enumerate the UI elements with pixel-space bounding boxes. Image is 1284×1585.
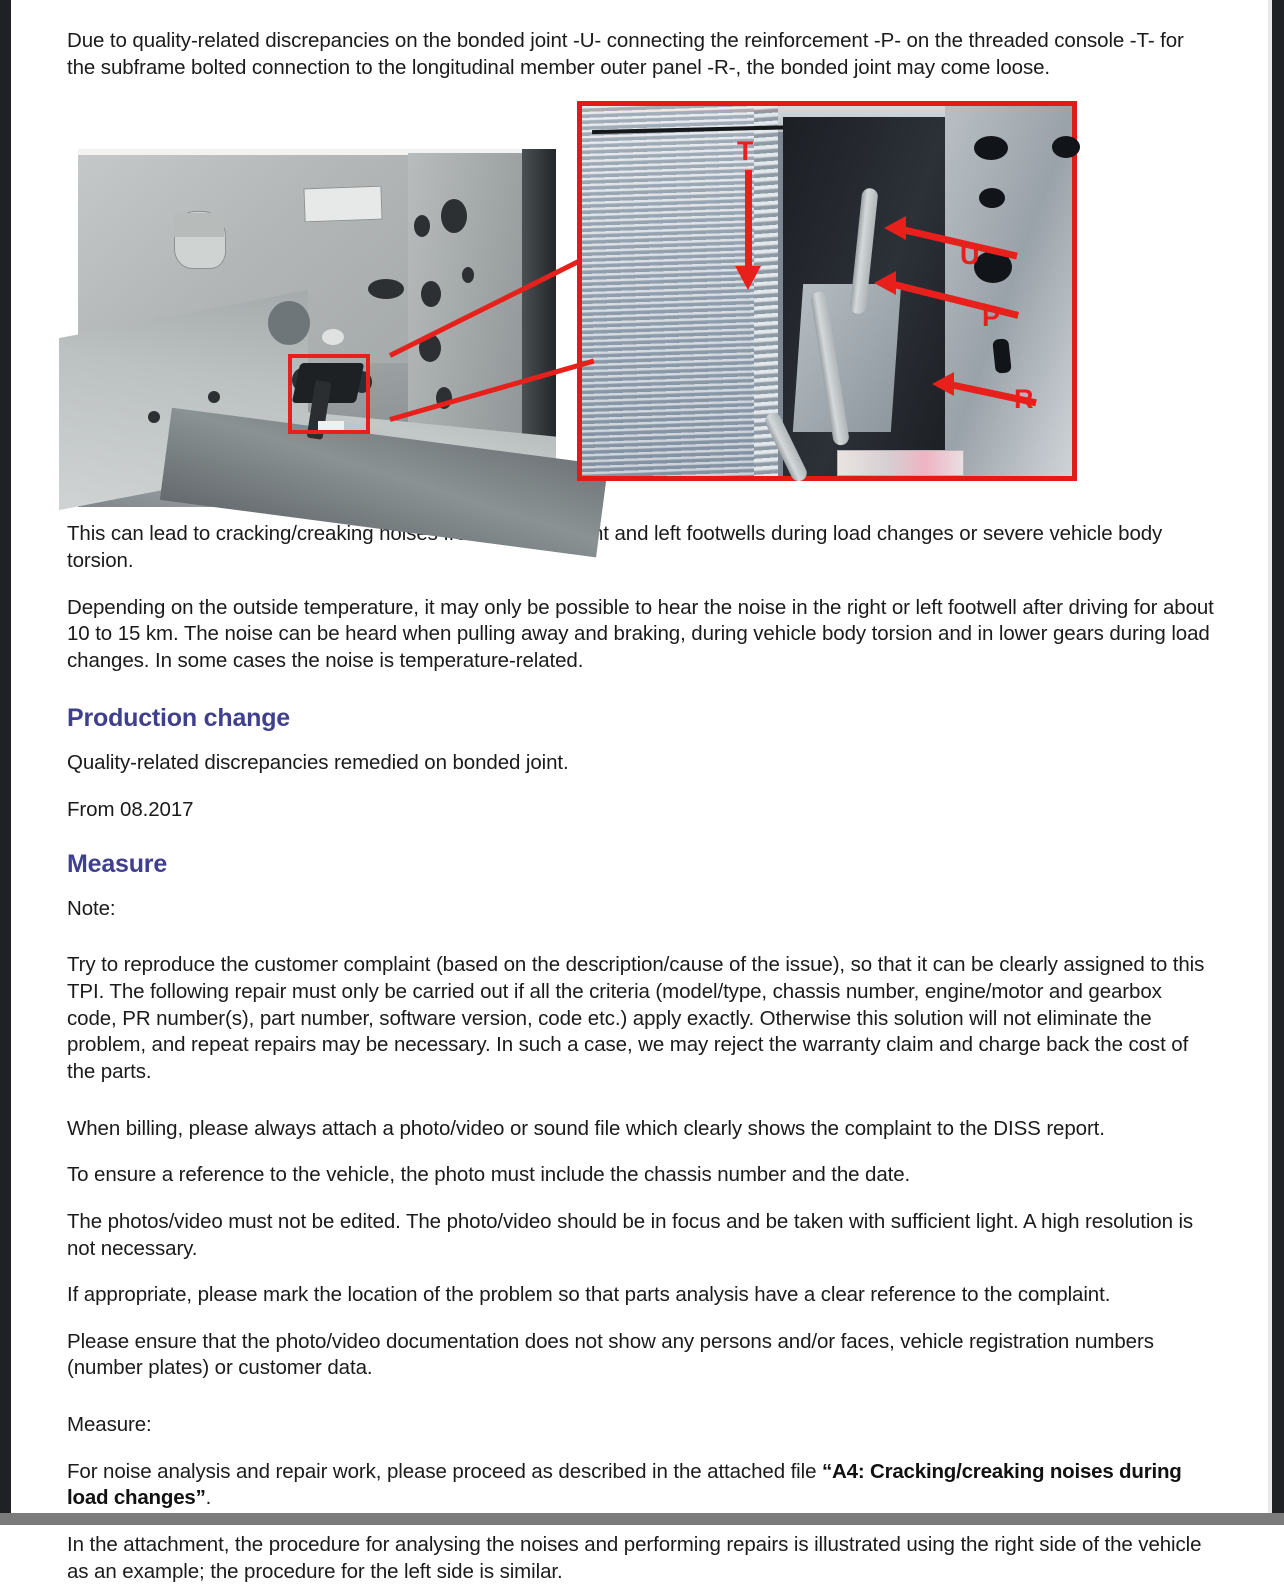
- detail-hole-1: [974, 136, 1008, 160]
- document-content: [11, 0, 1272, 1585]
- detail-threaded-console-bracket: [792, 284, 900, 432]
- measure-reference: To ensure a reference to the vehicle, the photo must include the chassis number and the date.: [67, 1163, 911, 1187]
- attachment-title: “A4: Cracking/creaking noises during load changes”: [67, 1459, 1182, 1510]
- detail-colour-chips: [837, 450, 964, 476]
- left-edge-band: [0, 0, 11, 1525]
- annotation-arrow-head-p: [874, 271, 896, 295]
- overview-highlight-box: [288, 354, 370, 434]
- measure-heading: Measure: [67, 849, 168, 878]
- detail-photo-inner: [582, 106, 1072, 476]
- annotation-arrow-shaft-t: [745, 170, 752, 270]
- overview-aperture-1: [303, 186, 382, 223]
- detail-hole-2: [1052, 136, 1080, 158]
- measure-photo-quality: The photos/video must not be edited. The photo/video should be in focus and be taken with sufficient light. A high resolution is not necessary.: [67, 1209, 1194, 1260]
- production-change-line2: From 08.2017: [67, 798, 194, 822]
- measure-note-label: Note:: [67, 896, 116, 920]
- measure-billing: When billing, please always attach a photo/video or sound file which clearly shows the complaint to the DISS report.: [67, 1116, 1105, 1140]
- attachment-suffix: .: [205, 1486, 212, 1510]
- detail-paragraph: Depending on the outside temperature, it may only be possible to hear the noise in the right or left footwell after driving for about 10 to 15 km. The noise can be heard when pulling away and braking, during vehicle body torsion and in lower gears during load changes. In some cases the noise is temperature-related.: [67, 595, 1214, 672]
- overview-hole-8: [268, 301, 310, 345]
- annotation-label-u: U: [960, 240, 980, 271]
- measure-attachment: [67, 1459, 1216, 1512]
- figure-group: [67, 101, 1216, 509]
- symptom-paragraph: This can lead to cracking/creaking noises from the front right and left footwells during load changes or severe vehicle body torsion.: [67, 522, 1163, 572]
- annotation-label-p: P: [982, 302, 1001, 333]
- detail-hole-3: [979, 188, 1005, 208]
- measure-attachment-note: In the attachment, the procedure for analysing the noises and performing repairs is illustrated using the right side of the vehicle as an example; the procedure for the left side is similar.: [67, 1533, 1202, 1583]
- annotation-arrow-head-u: [884, 216, 906, 240]
- intro-paragraph: Due to quality-related discrepancies on the bonded joint -U- connecting the reinforcement -P- on the threaded console -T- for the subframe bolted connection to the longitudinal member outer panel -R-, the bonded joint may come loose.: [67, 29, 1184, 79]
- annotation-label-r: R: [1014, 384, 1034, 415]
- overview-photo-inner: [78, 149, 556, 507]
- production-change-heading: Production change: [67, 704, 291, 733]
- annotation-arrow-head-t: [735, 266, 761, 290]
- production-change-line1: Quality-related discrepancies remedied on bonded joint.: [67, 751, 569, 775]
- detail-outer-panel: [945, 106, 1072, 476]
- annotation-arrow-head-r: [932, 372, 954, 396]
- attachment-prefix: For noise analysis and repair work, please proceed as described in the attached file: [67, 1459, 822, 1483]
- detail-photo: [577, 101, 1077, 481]
- detail-weld-seam-panel: [582, 106, 758, 476]
- overview-bead-strip: [174, 213, 224, 237]
- detail-hole-5: [992, 339, 1011, 374]
- measure-label: Measure:: [67, 1413, 152, 1437]
- document-page: [11, 0, 1272, 1583]
- measure-note-body: Try to reproduce the customer complaint (based on the description/cause of the issue), so that it can be clearly assigned to this TPI. The following repair must only be carried out if all the criteria (model/type, chassis number, engine/motor and gearbox code, PR number(s), part number, software version, code etc.) apply exactly. Otherwise this solution will not eliminate the problem, and repeat repairs may be necessary. In such a case, we may reject the warranty claim and charge back the cost of the parts.: [67, 953, 1205, 1083]
- overview-photo: [78, 149, 556, 507]
- bottom-edge-band: [0, 1513, 1284, 1525]
- right-edge-band: [1272, 0, 1284, 1525]
- annotation-label-t: T: [737, 136, 754, 167]
- measure-marking: If appropriate, please mark the location of the problem so that parts analysis have a clear reference to the complaint.: [67, 1283, 1111, 1307]
- measure-privacy: Please ensure that the photo/video documentation does not show any persons and/or faces, vehicle registration numbers (number plates) or customer data.: [67, 1329, 1154, 1380]
